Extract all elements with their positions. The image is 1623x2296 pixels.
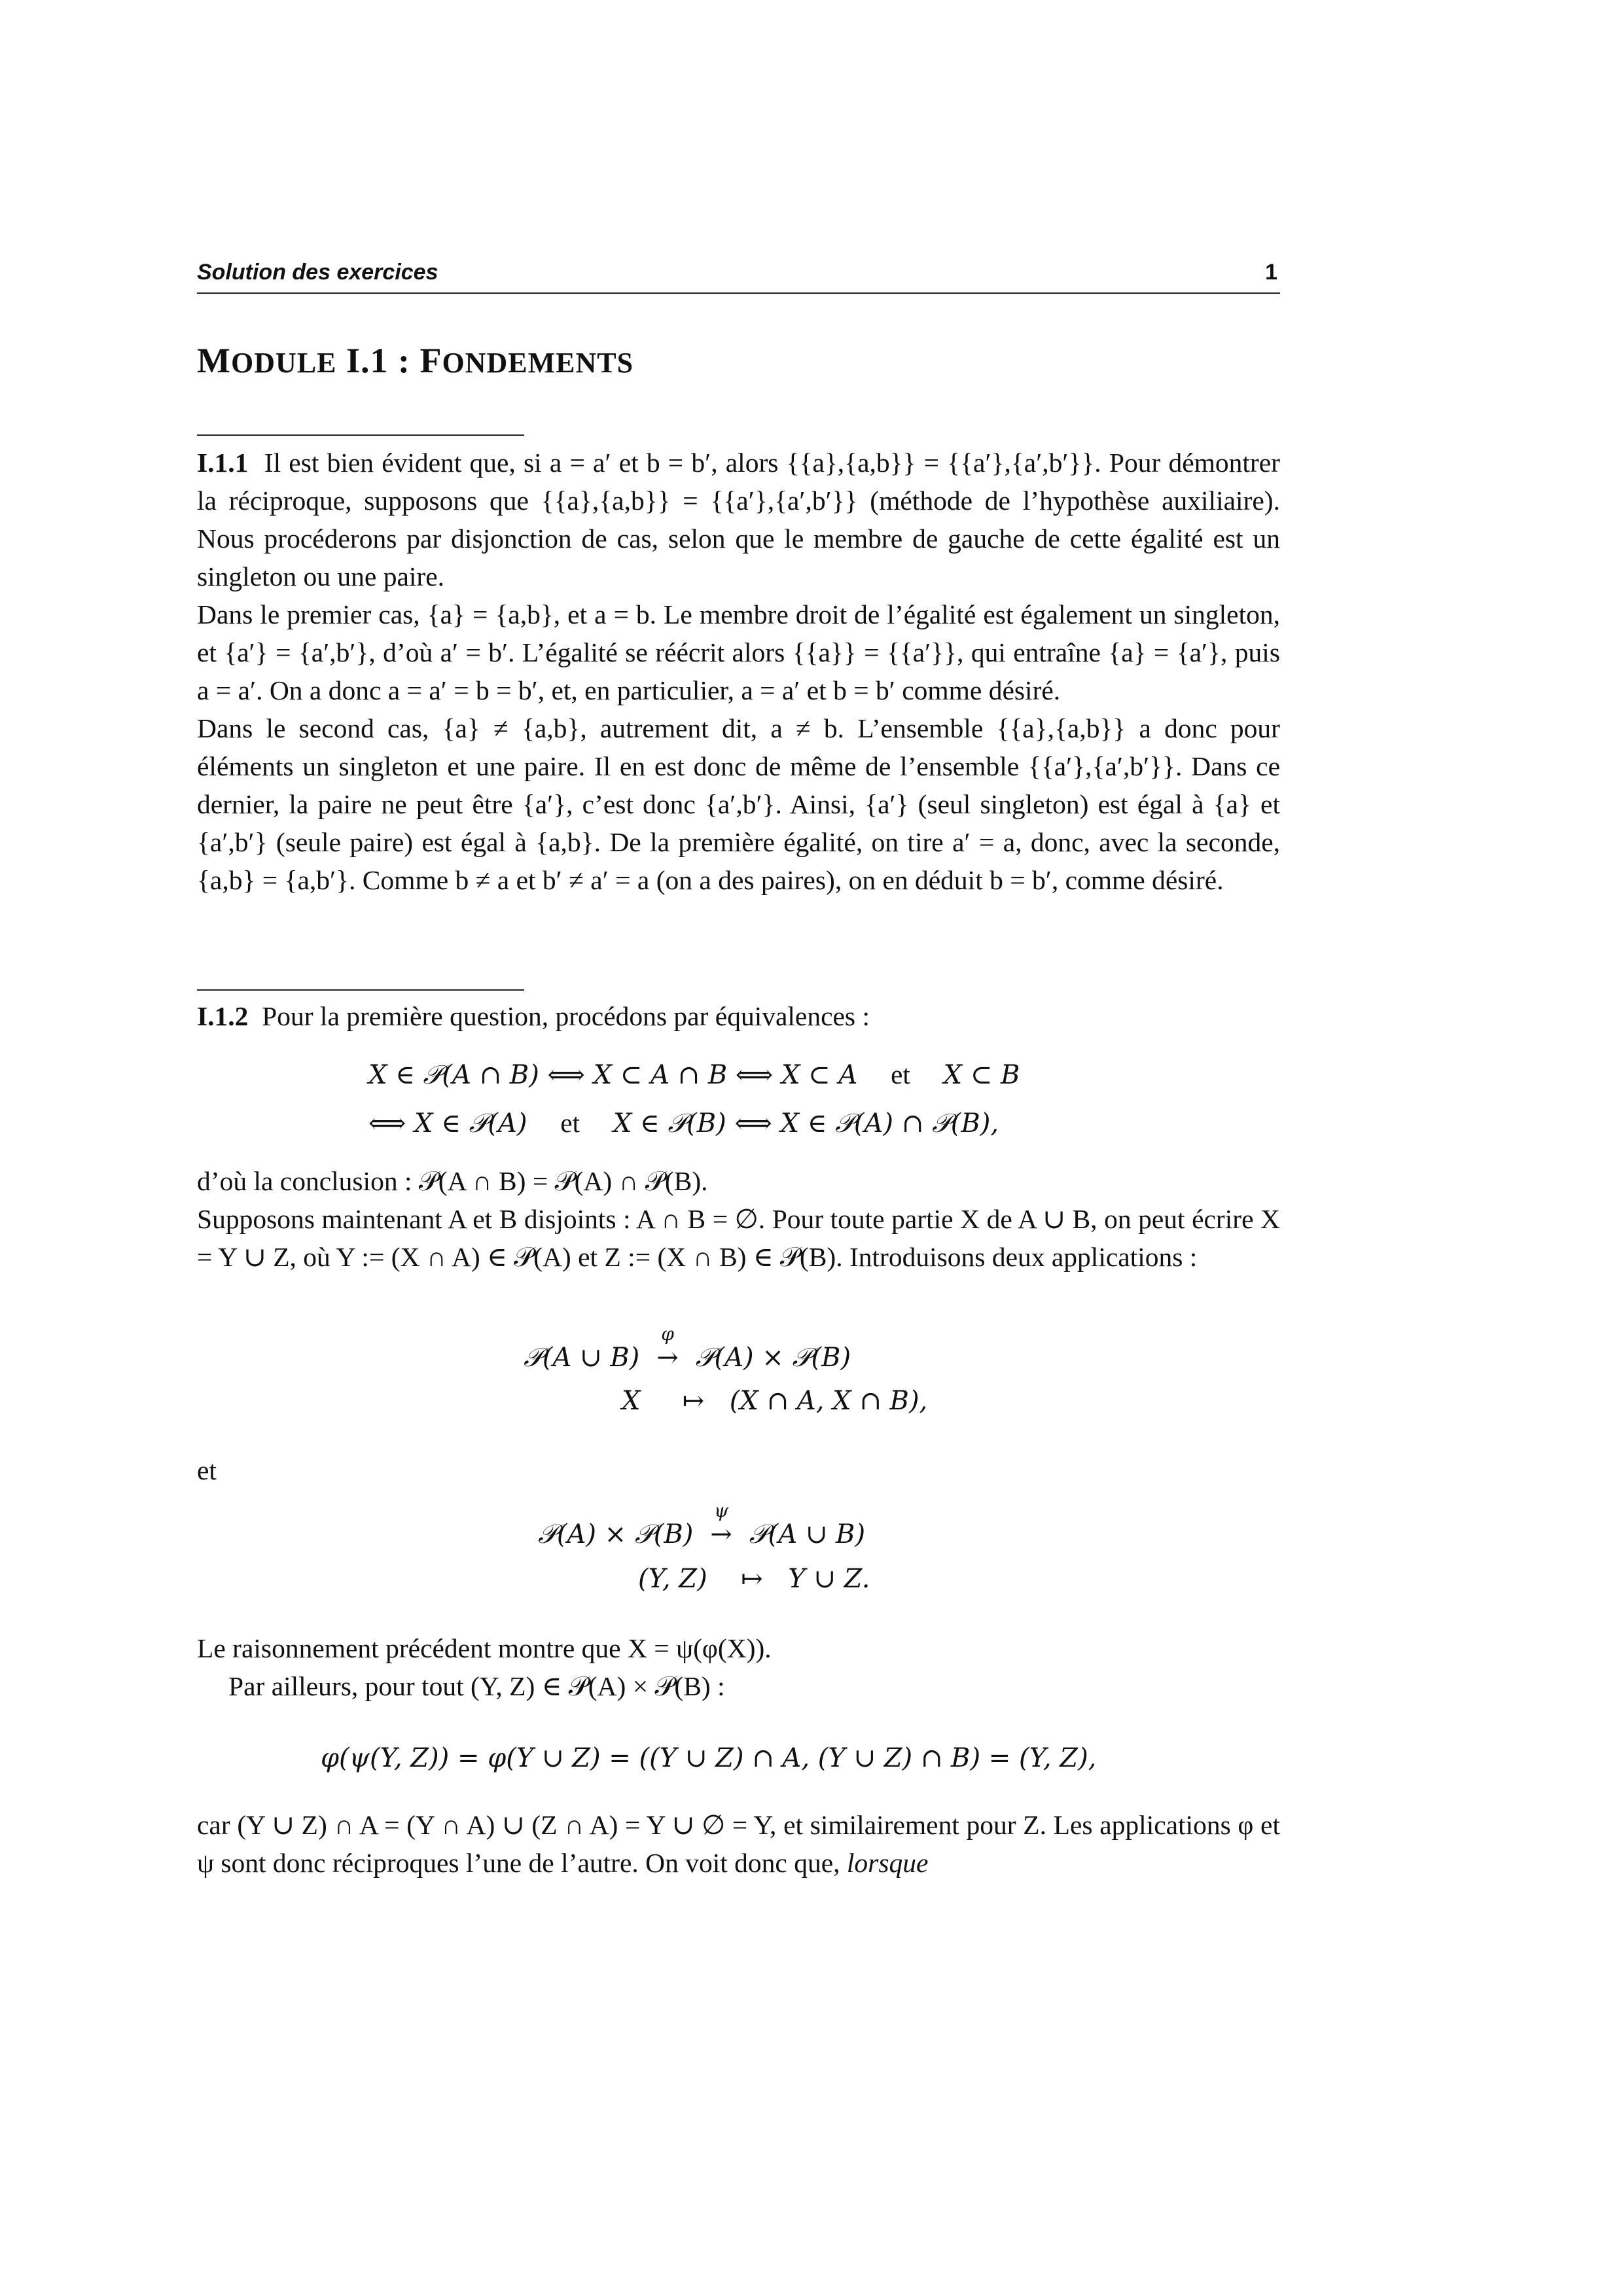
map-arrow: ψ → bbox=[710, 1500, 732, 1549]
map-phi-line-1: 𝒫(A ∪ B) φ → 𝒫(A) × 𝒫(B) bbox=[524, 1323, 851, 1373]
page-header bbox=[197, 258, 1280, 294]
map-phi-line-2: X ↦ (X ∩ A, X ∩ B), bbox=[622, 1386, 928, 1416]
map-psi-line-1: 𝒫(A) × 𝒫(B) ψ → 𝒫(A ∪ B) bbox=[538, 1500, 866, 1549]
module-title: MODULE I.1 : FONDEMENTS bbox=[197, 341, 634, 380]
exercise-1-para-3: Dans le second cas, {a} ≠ {a,b}, autrement dit, a ≠ b. L’ensemble {{a},{a,b}} a donc pour éléments un singleton et une paire. Il en est donc de même de l’ensemble {{a′},{a′,b′}}. Dans ce dernier, la paire ne peut être {a′}, c’est donc {a′,b′}. Ainsi, {a′} (seul singleton) est égal à {a} et {a′,b′} (seule paire) est égal à {a,b}. De la première égalité, on tire a′ = a, donc, avec la seconde, {a,b} = {a,b′}. Comme b ≠ a et b′ ≠ a′ = a (on a des paires), on en déduit b = b′, comme désiré. bbox=[197, 713, 1280, 895]
final-paragraph: car (Y ∪ Z) ∩ A = (Y ∩ A) ∪ (Z ∩ A) = Y ∪ ∅ = Y, et similairement pour Z. Les applications φ et ψ sont donc réciproques l’une de l’autre. On voit donc que, lorsque bbox=[197, 1810, 1280, 1878]
exercise-2-body bbox=[197, 1162, 1280, 1276]
composition-equation: φ(ψ(Y, Z)) = φ(Y ∪ Z) = ((Y ∪ Z) ∩ A, (Y ∪ Z) ∩ B) = (Y, Z), bbox=[321, 1743, 1097, 1773]
exercise-label: I.1.1 bbox=[197, 448, 249, 478]
between-maps: et bbox=[197, 1455, 217, 1485]
running-title: Solution des exercices bbox=[197, 260, 438, 285]
mapsto-arrow: ↦ bbox=[741, 1564, 763, 1594]
map-psi-line-2: (Y, Z) ↦ Y ∪ Z. bbox=[638, 1564, 870, 1594]
exercise-separator bbox=[197, 989, 524, 991]
exercise-label: I.1.2 bbox=[197, 1001, 249, 1031]
disjoint-paragraph: Supposons maintenant A et B disjoints : A ∩ B = ∅. Pour toute partie X de A ∪ B, on peut écrire X = Y ∪ Z, où Y := (X ∩ A) ∈ 𝒫(A) et Z := (X ∩ B) ∈ 𝒫(B). Introduisons deux applications : bbox=[197, 1204, 1280, 1272]
otherwise-line: Par ailleurs, pour tout (Y, Z) ∈ 𝒫(A) × 𝒫(B) : bbox=[228, 1671, 725, 1701]
exercise-1 bbox=[197, 444, 1280, 899]
exercise-separator bbox=[197, 434, 524, 436]
reasoning-block bbox=[197, 1629, 1280, 1705]
exercise-1-para-2: Dans le premier cas, {a} = {a,b}, et a = b. Le membre droit de l’égalité est également un singleton, et {a′} = {a′,b′}, d’où a′ = b′. L’égalité se réécrit alors {{a}} = {{a′}}, qui entraîne {a} = {a′}, puis a = a′. On a donc a = a′ = b = b′, et, en particulier, a = a′ et b = b′ comme désiré. bbox=[197, 599, 1280, 705]
equivalence-line-2: ⟺ X ∈ 𝒫(A) et X ∈ 𝒫(B) ⟺ X ∈ 𝒫(A) ∩ 𝒫(B), bbox=[368, 1108, 999, 1139]
mapsto-arrow: ↦ bbox=[682, 1386, 705, 1416]
map-arrow: φ → bbox=[656, 1323, 679, 1373]
conclusion-line: d’où la conclusion : 𝒫(A ∩ B) = 𝒫(A) ∩ 𝒫(B). bbox=[197, 1166, 708, 1196]
page-number: 1 bbox=[1265, 260, 1277, 285]
exercise-2-intro: I.1.2 Pour la première question, procédons par équivalences : bbox=[197, 1001, 870, 1031]
equivalence-line-1: X ∈ 𝒫(A ∩ B) ⟺ X ⊂ A ∩ B ⟺ X ⊂ A et X ⊂ B bbox=[368, 1059, 1020, 1090]
reasoning-line: Le raisonnement précédent montre que X = ψ(φ(X)). bbox=[197, 1633, 772, 1663]
exercise-1-para-1: I.1.1 Il est bien évident que, si a = a′ et b = b′, alors {{a},{a,b}} = {{a′},{a′,b′}}. Pour démontrer la réciproque, supposons que {{a},{a,b}} = {{a′},{a′,b′}} (méthode de l’hypothèse auxiliaire). Nous procéderons par disjonction de cas, selon que le membre de gauche de cette égalité est un singleton ou une paire. bbox=[197, 448, 1280, 592]
